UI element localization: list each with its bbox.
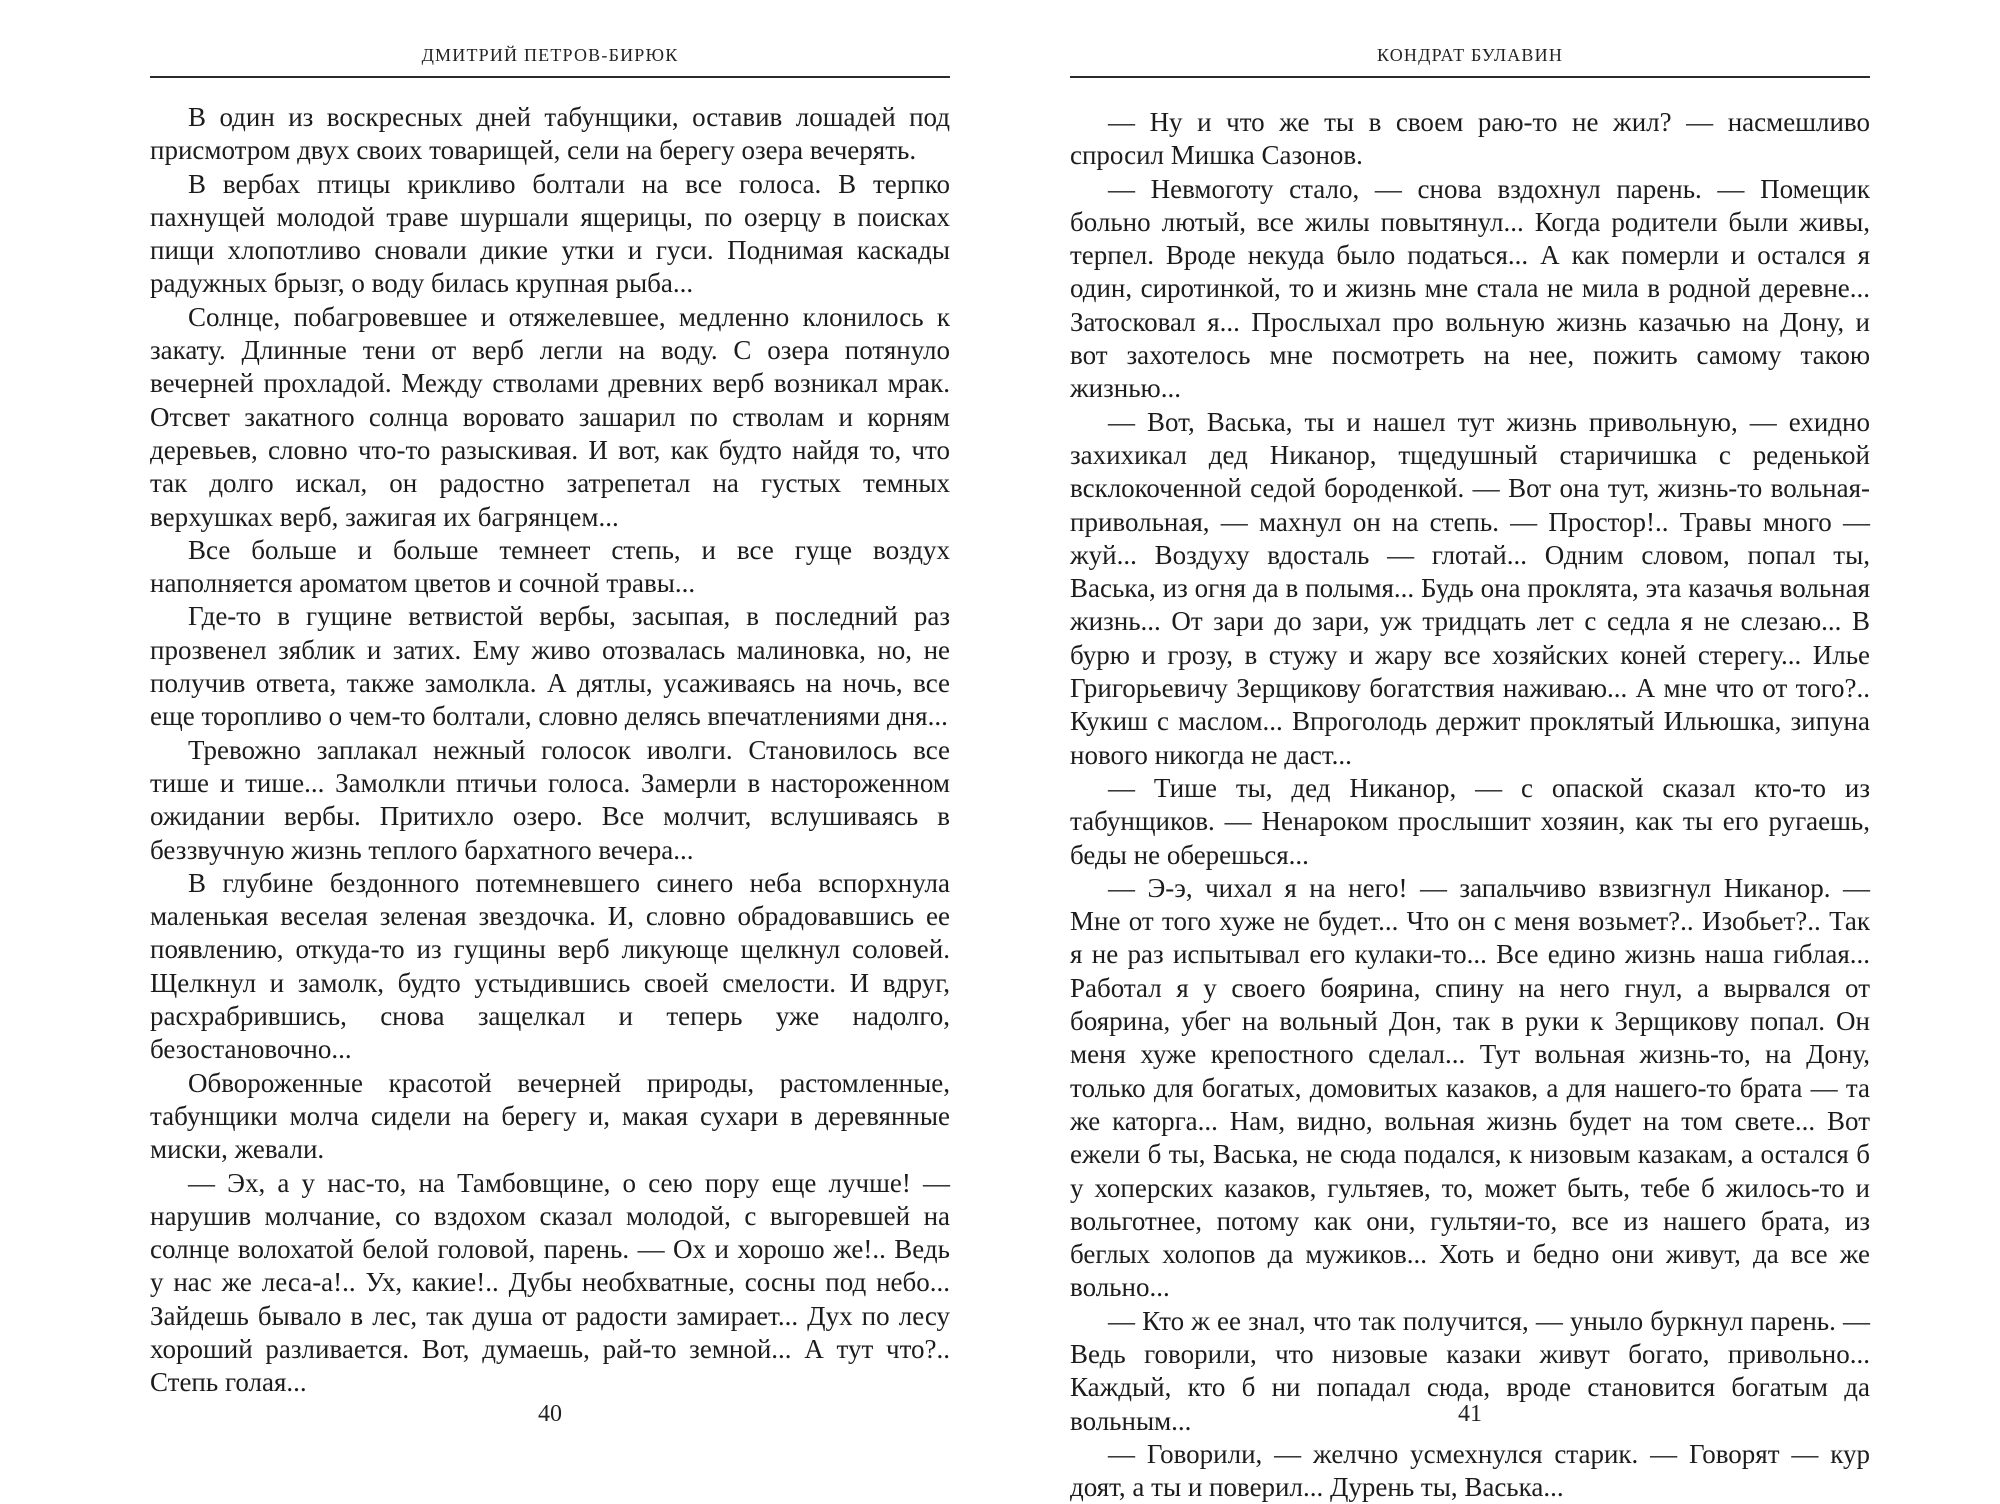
paragraph: — Э-э, чихал я на него! — запальчиво взвизгнул Никанор. — Мне от того хуже не будет... Что он с меня возьмет?.. Изобьет?.. Так я не раз испытывал его кулаки-то... Все едино жизнь наша гиблая... Работал я у своего боярина, спину на него гнул, а вырвался от боярина, убег на вольный Дон, так в руки к Зерщикову попал. Он меня хуже крепостного сделал... Тут вольная жизнь-то, на Дону, только для богатых, домовитых казаков, а для нашего-то брата — та же каторга... Нам, видно, вольная жизнь будет на том свете... Вот ежели б ты, Васька, не сюда подался, к низовым казакам, а остался б у хоперских казаков, гультяев, то, может быть, тебе б жилось-то и вольготнее, потому как они, гультяи-то, все из нашего брата, из беглых холопов да мужиков... Хоть и бедно они живут, да все же вольно...	[1070, 872, 1870, 1303]
paragraph: — Говорили, — желчно усмехнулся старик. — Говорят — кур доят, а ты и поверил... Дурень ты, Васька...	[1070, 1438, 1870, 1503]
right-page	[1070, 0, 1870, 1504]
paragraph: В глубине бездонного потемневшего синего неба вспорхнула маленькая веселая зеленая звездочка. И, словно обрадовавшись ее появлению, откуда-то из гущины верб ликующе щелкнул соловей. Щелкнул и замолк, будто устыдившись своей смелости. И вдруг, расхрабрившись, снова защелкал и теперь уже надолго, безостановочно...	[150, 867, 950, 1065]
running-head: ДМИТРИЙ ПЕТРОВ-БИРЮК	[421, 45, 679, 65]
paragraph: — Невмоготу стало, — снова вздохнул парень. — Помещик больно лютый, все жилы повытянул... Когда родители были живы, терпел. Вроде некуда было податься... А как померли и остался я один, сиротинкой, то и жизнь мне стала не мила в родной деревне... Затосковал я... Прослыхал про вольную жизнь казачью на Дону, и вот захотелось мне посмотреть на нее, пожить самому такою жизнью...	[1070, 173, 1870, 404]
paragraph: Тревожно заплакал нежный голосок иволги. Становилось все тише и тише... Замолкли птичьи голоса. Замерли в настороженном ожидании вербы. Притихло озеро. Все молчит, вслушиваясь в беззвучную жизнь теплого бархатного вечера...	[150, 734, 950, 865]
left-page	[150, 0, 950, 1504]
paragraph: В вербах птицы крикливо болтали на все голоса. В терпко пахнущей молодой траве шуршали ящерицы, по озерцу в поисках пищи хлопотливо сновали дикие утки и гуси. Поднимая каскады радужных брызг, о воду билась крупная рыба...	[150, 168, 950, 299]
header-rule	[1070, 76, 1870, 78]
paragraph: — Тише ты, дед Никанор, — с опаской сказал кто-то из табунщиков. — Ненароком прослышит хозяин, как ты его ругаешь, беды не оберешься...	[1070, 772, 1870, 870]
paragraph: — Эх, а у нас-то, на Тамбовщине, о сею пору еще лучше! — нарушив молчание, со вздохом сказал молодой, с выгоревшей на солнце волохатой белой головой, парень. — Ох и хорошо же!.. Ведь у нас же леса-а!.. Ух, какие!.. Дубы необхватные, сосны под небо... Зайдешь бывало в лес, так душа от радости замирает... Дух по лесу хороший разливается. Вот, думаешь, рай-то земной... А тут что?.. Степь голая...	[150, 1167, 950, 1398]
paragraph: — Ну и что же ты в своем раю-то не жил? — насмешливо спросил Мишка Сазонов.	[1070, 107, 1870, 171]
paragraph: Все больше и больше темнеет степь, и все гуще воздух наполняется ароматом цветов и сочной травы...	[150, 534, 950, 599]
paragraph: Солнце, побагровевшее и отяжелевшее, медленно клонилось к закату. Длинные тени от верб легли на воду. С озера потянуло вечерней прохладой. Между стволами древних верб возникал мрак. Отсвет закатного солнца воровато зашарил по стволам и корням деревьев, словно что-то разыскивая. И вот, как будто найдя то, что так долго искал, он радостно затрепетал на густых темных верхушках верб, зажигая их багрянцем...	[150, 301, 950, 532]
paragraph: — Вот, Васька, ты и нашел тут жизнь привольную, — ехидно захихикал дед Никанор, тщедушный старичишка с реденькой всклокоченной седой бороденкой. — Вот она тут, жизнь-то вольная-привольная, — махнул он на степь. — Простор!.. Травы много — жуй... Воздуху вдосталь — глотай... Одним словом, попал ты, Васька, из огня да в полымя... Будь она проклята, эта казачья вольная жизнь... От зари до зари, уж тридцать лет с седла я не слезаю... В бурю и грозу, в стужу и жару все хозяйских коней стерегу... Илье Григорьевичу Зерщикову богатствия наживаю... А мне что от того?.. Кукиш с маслом... Впроголодь держит проклятый Ильюшка, зипуна нового никогда не даст...	[1070, 406, 1870, 770]
paragraph: В один из воскресных дней табунщики, оставив лошадей под присмотром двух своих товарищей, сели на берегу озера вечерять.	[150, 102, 950, 166]
page-number: 41	[1458, 1401, 1482, 1427]
page-number: 40	[538, 1401, 562, 1427]
body-text	[1070, 106, 1870, 1504]
paragraph: — Кто ж ее знал, что так получится, — уныло буркнул парень. — Ведь говорили, что низовые казаки живут богато, привольно... Каждый, кто б ни попадал сюда, вроде становится богатым да вольным...	[1070, 1305, 1870, 1436]
paragraph: Где-то в гущине ветвистой вербы, засыпая, в последний раз прозвенел зяблик и затих. Ему живо отозвалась малиновка, но, не получив ответа, также замолкла. А дятлы, усаживаясь на ночь, все еще торопливо о чем-то болтали, словно делясь впечатлениями дня...	[150, 601, 950, 732]
body-text	[150, 101, 950, 1400]
running-head: КОНДРАТ БУЛАВИН	[1376, 45, 1564, 65]
paragraph: Обвороженные красотой вечерней природы, растомленные, табунщики молча сидели на берегу и, макая сухари в деревянные миски, жевали.	[150, 1067, 950, 1165]
header-rule	[150, 76, 950, 78]
